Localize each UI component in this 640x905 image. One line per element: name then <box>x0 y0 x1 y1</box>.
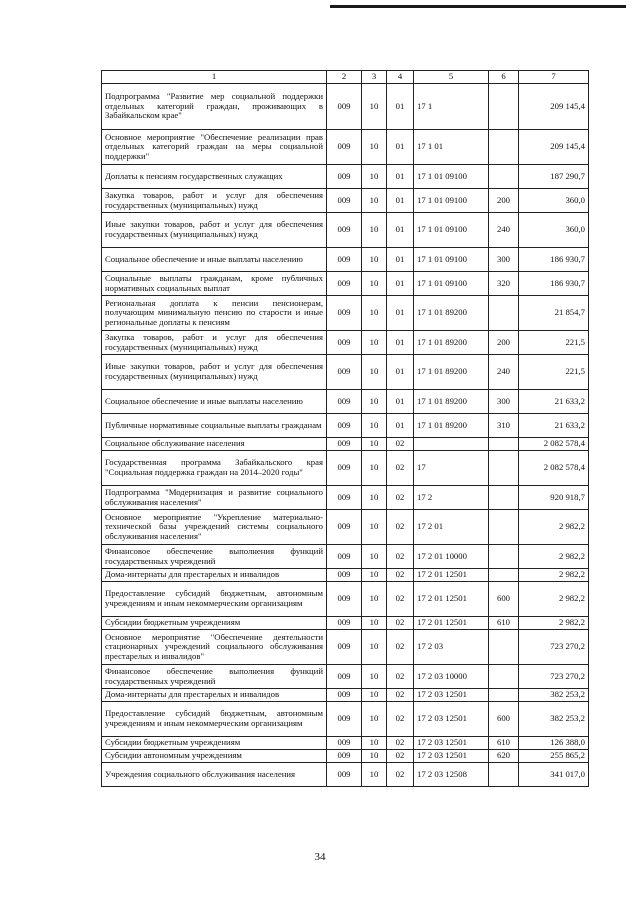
cell-expense-type <box>489 763 519 787</box>
cell-target-article: 17 2 01 10000 <box>414 545 489 569</box>
cell-expense-type <box>489 296 519 331</box>
cell-amount: 186 930,7 <box>519 272 589 296</box>
cell-name: Субсидии бюджетным учреждениям <box>102 737 327 750</box>
cell-amount: 21 633,2 <box>519 390 589 414</box>
cell-expense-type <box>489 84 519 130</box>
cell-subsection: 02 <box>387 569 414 582</box>
cell-section: 10 <box>362 665 387 689</box>
cell-name: Предоставление субсидий бюджетным, автономным учреждениям и иным некоммерческим организациям <box>102 702 327 737</box>
table-row <box>102 248 589 272</box>
table-row <box>102 331 589 355</box>
cell-name: Учреждения социального обслуживания населения <box>102 763 327 787</box>
cell-amount: 382 253,2 <box>519 689 589 702</box>
cell-ministry: 009 <box>327 331 362 355</box>
cell-section: 10 <box>362 545 387 569</box>
cell-name: Доплаты к пенсиям государственных служащих <box>102 165 327 189</box>
cell-target-article <box>414 438 489 451</box>
cell-section: 10 <box>362 130 387 165</box>
cell-ministry: 009 <box>327 84 362 130</box>
cell-amount: 187 290,7 <box>519 165 589 189</box>
cell-subsection: 01 <box>387 84 414 130</box>
top-rule <box>330 5 626 8</box>
cell-target-article: 17 2 03 <box>414 630 489 665</box>
cell-target-article: 17 1 <box>414 84 489 130</box>
cell-name: Закупка товаров, работ и услуг для обеспечения государственных (муниципальных) нужд <box>102 189 327 213</box>
cell-subsection: 02 <box>387 630 414 665</box>
cell-expense-type <box>489 569 519 582</box>
cell-amount: 2 982,2 <box>519 545 589 569</box>
cell-ministry: 009 <box>327 763 362 787</box>
cell-ministry: 009 <box>327 451 362 486</box>
table-row <box>102 438 589 451</box>
table-row <box>102 165 589 189</box>
table-row <box>102 451 589 486</box>
table-row <box>102 630 589 665</box>
table-row <box>102 665 589 689</box>
cell-expense-type <box>489 545 519 569</box>
cell-name: Предоставление субсидий бюджетным, автономным учреждениям и иным некоммерческим организациям <box>102 582 327 617</box>
cell-name: Социальные выплаты гражданам, кроме публичных нормативных социальных выплат <box>102 272 327 296</box>
cell-section: 10 <box>362 213 387 248</box>
cell-subsection: 01 <box>387 331 414 355</box>
table-row <box>102 702 589 737</box>
cell-section: 10 <box>362 390 387 414</box>
cell-name: Подпрограмма "Модернизация и развитие социального обслуживания населения" <box>102 486 327 510</box>
cell-subsection: 01 <box>387 165 414 189</box>
table-row <box>102 510 589 545</box>
cell-name: Дома-интернаты для престарелых и инвалидов <box>102 689 327 702</box>
cell-target-article: 17 2 01 <box>414 510 489 545</box>
table-row <box>102 737 589 750</box>
cell-target-article: 17 2 03 12501 <box>414 689 489 702</box>
cell-ministry: 009 <box>327 665 362 689</box>
table-row <box>102 750 589 763</box>
cell-name: Закупка товаров, работ и услуг для обеспечения государственных (муниципальных) нужд <box>102 331 327 355</box>
cell-subsection: 02 <box>387 665 414 689</box>
cell-expense-type: 610 <box>489 617 519 630</box>
cell-name: Субсидии автономным учреждениям <box>102 750 327 763</box>
cell-section: 10 <box>362 296 387 331</box>
table-row <box>102 582 589 617</box>
cell-section: 10 <box>362 189 387 213</box>
cell-section: 10 <box>362 630 387 665</box>
cell-amount: 360,0 <box>519 189 589 213</box>
header-cell-target-article: 5 <box>414 71 489 84</box>
table-row <box>102 130 589 165</box>
cell-expense-type: 620 <box>489 750 519 763</box>
cell-amount: 126 388,0 <box>519 737 589 750</box>
table-row <box>102 414 589 438</box>
cell-name: Государственная программа Забайкальского края "Социальная поддержка граждан на 2014–2020 годы" <box>102 451 327 486</box>
cell-ministry: 009 <box>327 165 362 189</box>
cell-subsection: 01 <box>387 355 414 390</box>
cell-target-article: 17 1 01 09100 <box>414 165 489 189</box>
header-cell-expense-type: 6 <box>489 71 519 84</box>
cell-expense-type: 240 <box>489 355 519 390</box>
cell-amount: 2 982,2 <box>519 569 589 582</box>
cell-target-article: 17 2 03 12501 <box>414 737 489 750</box>
header-cell-amount: 7 <box>519 71 589 84</box>
cell-subsection: 01 <box>387 130 414 165</box>
cell-ministry: 009 <box>327 569 362 582</box>
cell-amount: 209 145,4 <box>519 84 589 130</box>
cell-subsection: 02 <box>387 737 414 750</box>
cell-section: 10 <box>362 451 387 486</box>
cell-name: Дома-интернаты для престарелых и инвалидов <box>102 569 327 582</box>
table-row <box>102 355 589 390</box>
cell-ministry: 009 <box>327 355 362 390</box>
cell-target-article: 17 2 01 12501 <box>414 582 489 617</box>
cell-amount: 723 270,2 <box>519 665 589 689</box>
cell-target-article: 17 1 01 89200 <box>414 296 489 331</box>
cell-amount: 186 930,7 <box>519 248 589 272</box>
cell-amount: 2 982,2 <box>519 617 589 630</box>
table-row <box>102 84 589 130</box>
cell-ministry: 009 <box>327 510 362 545</box>
cell-name: Социальное обеспечение и иные выплаты населению <box>102 248 327 272</box>
cell-ministry: 009 <box>327 545 362 569</box>
cell-target-article: 17 2 <box>414 486 489 510</box>
cell-ministry: 009 <box>327 390 362 414</box>
cell-amount: 360,0 <box>519 213 589 248</box>
cell-section: 10 <box>362 763 387 787</box>
cell-ministry: 009 <box>327 582 362 617</box>
cell-expense-type <box>489 438 519 451</box>
cell-subsection: 02 <box>387 689 414 702</box>
cell-ministry: 009 <box>327 438 362 451</box>
cell-subsection: 02 <box>387 451 414 486</box>
cell-amount: 209 145,4 <box>519 130 589 165</box>
cell-name: Иные закупки товаров, работ и услуг для обеспечения государственных (муниципальных) нужд <box>102 213 327 248</box>
cell-ministry: 009 <box>327 189 362 213</box>
cell-target-article: 17 1 01 <box>414 130 489 165</box>
cell-name: Субсидии бюджетным учреждениям <box>102 617 327 630</box>
cell-amount: 2 082 578,4 <box>519 451 589 486</box>
cell-ministry: 009 <box>327 248 362 272</box>
cell-amount: 221,5 <box>519 355 589 390</box>
cell-expense-type <box>489 130 519 165</box>
cell-ministry: 009 <box>327 296 362 331</box>
cell-ministry: 009 <box>327 213 362 248</box>
cell-ministry: 009 <box>327 630 362 665</box>
cell-ministry: 009 <box>327 130 362 165</box>
cell-target-article: 17 2 03 10000 <box>414 665 489 689</box>
cell-expense-type <box>489 451 519 486</box>
cell-section: 10 <box>362 486 387 510</box>
cell-expense-type <box>489 689 519 702</box>
cell-section: 10 <box>362 582 387 617</box>
table-row <box>102 296 589 331</box>
cell-amount: 21 633,2 <box>519 414 589 438</box>
cell-name: Социальное обслуживание населения <box>102 438 327 451</box>
table-row <box>102 569 589 582</box>
cell-amount: 221,5 <box>519 331 589 355</box>
cell-target-article: 17 2 01 12501 <box>414 569 489 582</box>
cell-subsection: 01 <box>387 272 414 296</box>
cell-subsection: 01 <box>387 414 414 438</box>
header-cell-subsection: 4 <box>387 71 414 84</box>
cell-subsection: 01 <box>387 189 414 213</box>
cell-subsection: 02 <box>387 763 414 787</box>
cell-expense-type <box>489 665 519 689</box>
cell-expense-type <box>489 165 519 189</box>
cell-amount: 255 865,2 <box>519 750 589 763</box>
budget-table <box>101 70 589 787</box>
table-row <box>102 545 589 569</box>
cell-target-article: 17 1 01 89200 <box>414 414 489 438</box>
cell-section: 10 <box>362 702 387 737</box>
cell-expense-type: 610 <box>489 737 519 750</box>
cell-subsection: 02 <box>387 510 414 545</box>
cell-subsection: 01 <box>387 213 414 248</box>
table-row <box>102 189 589 213</box>
cell-target-article: 17 1 01 89200 <box>414 331 489 355</box>
cell-name: Основное мероприятие "Обеспечение деятельности стационарных учреждений социального обслуживания престарелых и инвалидов" <box>102 630 327 665</box>
cell-section: 10 <box>362 331 387 355</box>
cell-target-article: 17 1 01 09100 <box>414 189 489 213</box>
cell-amount: 21 854,7 <box>519 296 589 331</box>
cell-section: 10 <box>362 355 387 390</box>
table-row <box>102 272 589 296</box>
cell-section: 10 <box>362 750 387 763</box>
cell-expense-type: 600 <box>489 702 519 737</box>
cell-target-article: 17 1 01 09100 <box>414 213 489 248</box>
table-row <box>102 689 589 702</box>
cell-name: Финансовое обеспечение выполнения функций государственных учреждений <box>102 665 327 689</box>
cell-section: 10 <box>362 438 387 451</box>
cell-expense-type: 600 <box>489 582 519 617</box>
header-row <box>102 71 589 84</box>
cell-section: 10 <box>362 272 387 296</box>
cell-target-article: 17 1 01 89200 <box>414 390 489 414</box>
cell-target-article: 17 2 03 12508 <box>414 763 489 787</box>
cell-section: 10 <box>362 737 387 750</box>
cell-subsection: 02 <box>387 582 414 617</box>
cell-subsection: 02 <box>387 750 414 763</box>
cell-ministry: 009 <box>327 272 362 296</box>
cell-target-article: 17 2 01 12501 <box>414 617 489 630</box>
cell-ministry: 009 <box>327 617 362 630</box>
cell-amount: 2 982,2 <box>519 510 589 545</box>
cell-expense-type: 200 <box>489 189 519 213</box>
header-cell-section: 3 <box>362 71 387 84</box>
cell-name: Иные закупки товаров, работ и услуг для обеспечения государственных (муниципальных) нужд <box>102 355 327 390</box>
page-number: 34 <box>314 851 326 863</box>
cell-ministry: 009 <box>327 486 362 510</box>
cell-ministry: 009 <box>327 750 362 763</box>
cell-name: Основное мероприятие "Укрепление материально-технической базы учреждений системы социального обслуживания населения" <box>102 510 327 545</box>
cell-section: 10 <box>362 569 387 582</box>
cell-subsection: 02 <box>387 702 414 737</box>
table-row <box>102 486 589 510</box>
cell-subsection: 02 <box>387 486 414 510</box>
header-cell-name: 1 <box>102 71 327 84</box>
cell-section: 10 <box>362 248 387 272</box>
cell-target-article: 17 2 03 12501 <box>414 750 489 763</box>
cell-ministry: 009 <box>327 737 362 750</box>
cell-ministry: 009 <box>327 414 362 438</box>
cell-subsection: 01 <box>387 248 414 272</box>
cell-target-article: 17 1 01 09100 <box>414 248 489 272</box>
cell-ministry: 009 <box>327 689 362 702</box>
table-row <box>102 763 589 787</box>
cell-expense-type: 320 <box>489 272 519 296</box>
cell-section: 10 <box>362 84 387 130</box>
cell-subsection: 02 <box>387 438 414 451</box>
cell-expense-type <box>489 510 519 545</box>
cell-name: Финансовое обеспечение выполнения функций государственных учреждений <box>102 545 327 569</box>
cell-expense-type <box>489 630 519 665</box>
cell-amount: 920 918,7 <box>519 486 589 510</box>
cell-name: Публичные нормативные социальные выплаты гражданам <box>102 414 327 438</box>
cell-subsection: 01 <box>387 296 414 331</box>
table-row <box>102 390 589 414</box>
cell-amount: 2 082 578,4 <box>519 438 589 451</box>
cell-target-article: 17 1 01 09100 <box>414 272 489 296</box>
table-row <box>102 213 589 248</box>
cell-subsection: 01 <box>387 390 414 414</box>
cell-amount: 382 253,2 <box>519 702 589 737</box>
cell-amount: 341 017,0 <box>519 763 589 787</box>
cell-expense-type: 200 <box>489 331 519 355</box>
cell-target-article: 17 <box>414 451 489 486</box>
cell-subsection: 02 <box>387 617 414 630</box>
cell-section: 10 <box>362 510 387 545</box>
cell-target-article: 17 1 01 89200 <box>414 355 489 390</box>
cell-ministry: 009 <box>327 702 362 737</box>
cell-expense-type <box>489 486 519 510</box>
cell-section: 10 <box>362 165 387 189</box>
cell-subsection: 02 <box>387 545 414 569</box>
cell-name: Подпрограмма "Развитие мер социальной поддержки отдельных категорий граждан, проживающих в Забайкальском крае" <box>102 84 327 130</box>
cell-expense-type: 310 <box>489 414 519 438</box>
table-body <box>102 84 589 787</box>
cell-section: 10 <box>362 617 387 630</box>
cell-expense-type: 240 <box>489 213 519 248</box>
cell-name: Региональная доплата к пенсии пенсионерам, получающим минимальную пенсию по старости и иные региональные доплаты к пенсиям <box>102 296 327 331</box>
cell-target-article: 17 2 03 12501 <box>414 702 489 737</box>
cell-name: Социальное обеспечение и иные выплаты населению <box>102 390 327 414</box>
cell-amount: 2 982,2 <box>519 582 589 617</box>
cell-amount: 723 270,2 <box>519 630 589 665</box>
header-cell-ministry: 2 <box>327 71 362 84</box>
cell-name: Основное мероприятие "Обеспечение реализации прав отдельных категорий граждан на меры социальной поддержки" <box>102 130 327 165</box>
table-row <box>102 617 589 630</box>
cell-section: 10 <box>362 414 387 438</box>
cell-expense-type: 300 <box>489 248 519 272</box>
cell-expense-type: 300 <box>489 390 519 414</box>
cell-section: 10 <box>362 689 387 702</box>
